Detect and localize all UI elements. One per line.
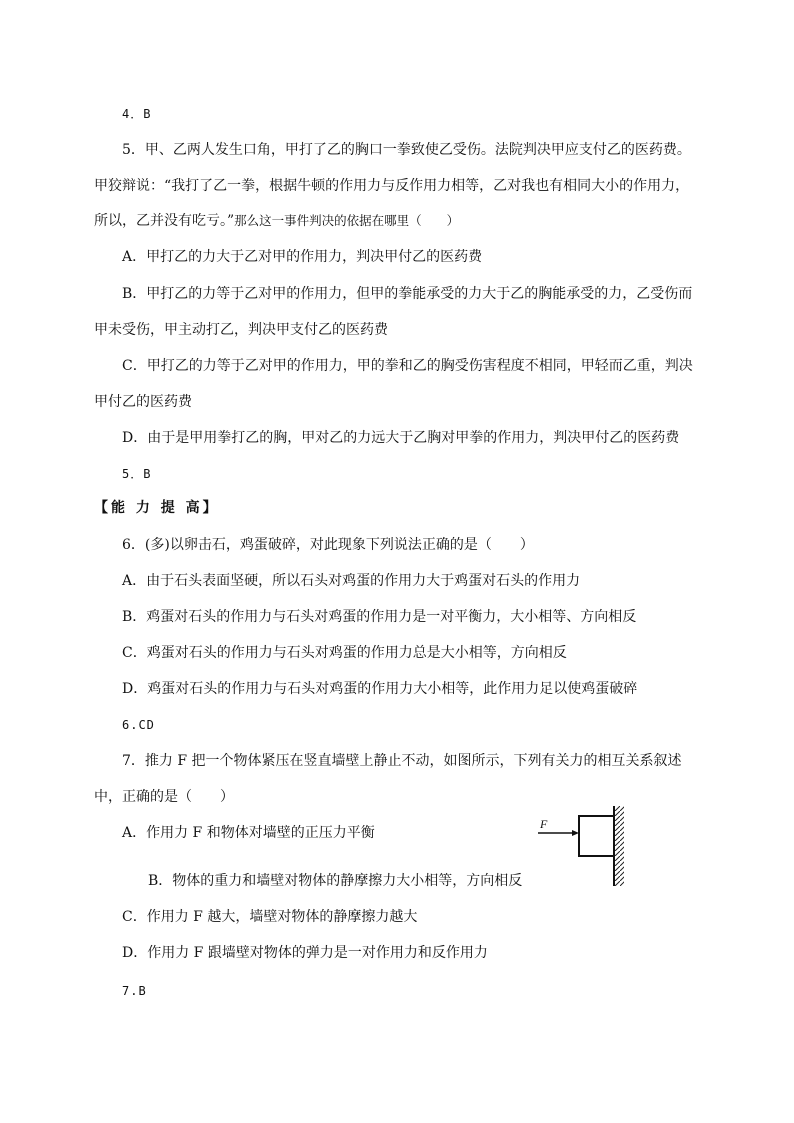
q7-option-b: B．物体的重力和墙壁对物体的静摩擦力大小相等，方向相反 [148, 873, 523, 889]
q5-option-b-line1: B．甲打乙的力等于乙对甲的作用力，但甲的拳能承受的力大于乙的胸能承受的力，乙受伤而 [122, 286, 693, 302]
wall-hatching [615, 806, 624, 886]
block [579, 816, 614, 856]
q6-option-a: A．由于石头表面坚硬，所以石头对鸡蛋的作用力大于鸡蛋对石头的作用力 [122, 573, 581, 589]
q6-stem: 6．(多)以卵击石，鸡蛋破碎，对此现象下列说法正确的是（ ） [122, 537, 534, 553]
q7-option-d: D．作用力 F 跟墙壁对物体的弹力是一对作用力和反作用力 [122, 945, 488, 961]
q7-option-c: C．作用力 F 越大，墙壁对物体的静摩擦力越大 [122, 909, 418, 925]
q7-stem-line2: 中，正确的是（ ） [94, 789, 234, 805]
q6-option-b: B．鸡蛋对石头的作用力与石头对鸡蛋的作用力是一对平衡力，大小相等、方向相反 [122, 609, 637, 625]
force-label: F [540, 817, 548, 831]
q7-stem-line1: 7．推力 F 把一个物体紧压在竖直墙壁上静止不动，如图所示，下列有关力的相互关系叙述 [122, 753, 682, 769]
q4-answer: 4．B [122, 107, 152, 121]
q5-option-c-line1: C．甲打乙的力等于乙对甲的作用力，甲的拳和乙的胸受伤害程度不相同，甲轻而乙重，判决 [122, 358, 693, 374]
wall-force-figure [530, 806, 630, 886]
q6-option-c: C．鸡蛋对石头的作用力与石头对鸡蛋的作用力总是大小相等，方向相反 [122, 645, 567, 661]
q5-stem-line2: 甲狡辩说：“我打了乙一拳，根据牛顿的作用力与反作用力相等，乙对我也有相同大小的作用力， [94, 178, 690, 194]
q5-option-b-line2: 甲未受伤，甲主动打乙，判决甲支付乙的医药费 [94, 322, 388, 338]
q5-stem-line3b: 那么这一事件判决的依据在哪里（ ） [234, 213, 460, 228]
q6-answer: 6.CD [122, 718, 155, 732]
q7-option-a: A．作用力 F 和物体对墙壁的正压力平衡 [122, 825, 375, 841]
q5-answer: 5．B [122, 467, 152, 481]
q5-stem-line3a: 所以，乙并没有吃亏。” [94, 213, 235, 229]
q5-option-a: A．甲打乙的力大于乙对甲的作用力，判决甲付乙的医药费 [122, 249, 483, 265]
section-title: 【能 力 提 高】 [94, 500, 220, 516]
q5-option-c-line2: 甲付乙的医药费 [94, 394, 192, 410]
q5-stem-line3 [94, 211, 459, 231]
q5-option-d: D．由于是甲用拳打乙的胸，甲对乙的力远大于乙胸对甲拳的作用力，判决甲付乙的医药费 [122, 430, 680, 446]
q5-stem-line1: 5．甲、乙两人发生口角，甲打了乙的胸口一拳致使乙受伤。法院判决甲应支付乙的医药费。 [122, 142, 691, 158]
q7-answer: 7.B [122, 984, 147, 998]
force-arrow-head [572, 830, 579, 836]
q6-option-d: D．鸡蛋对石头的作用力与石头对鸡蛋的作用力大小相等，此作用力足以使鸡蛋破碎 [122, 681, 638, 697]
